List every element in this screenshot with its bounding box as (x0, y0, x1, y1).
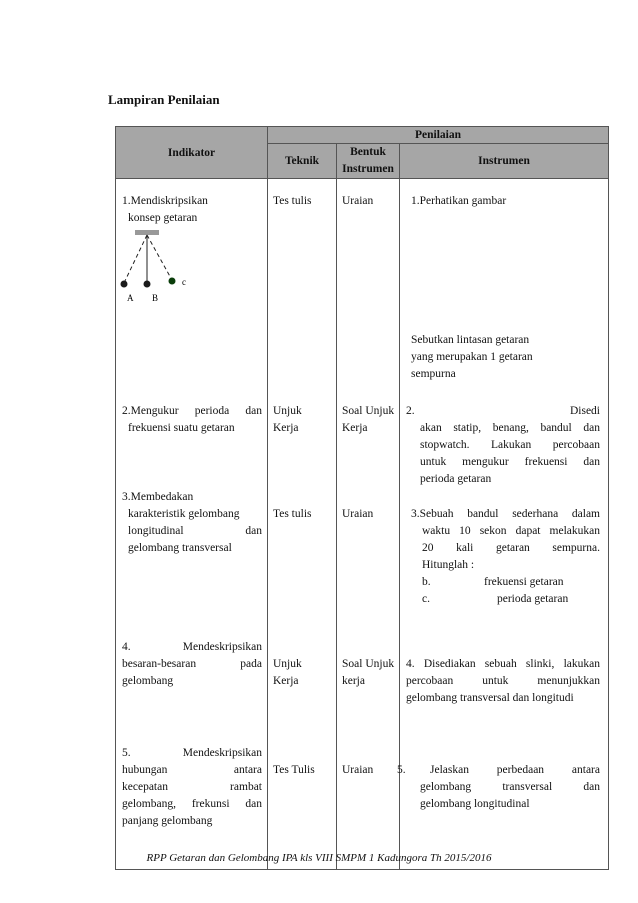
instrumen-column (397, 179, 609, 870)
header-bentuk: Bentuk Instrumen (337, 144, 400, 179)
instrumen-5: 5. Jelaskan perbedaan antara gelombang transversal dan gelombang longitudinal (397, 764, 600, 810)
instrumen-4: 4. Disediakan sebuah slinki, lakukan percobaan untuk menunjukkan gelombang transversal dan longitudi (406, 658, 600, 704)
string-a (124, 235, 147, 283)
bob-b (144, 281, 151, 288)
pendulum-figure (120, 227, 200, 307)
indikator-3: 3.Membedakan karakteristik gelombang longitudinal dan gelombang transversal (122, 491, 262, 554)
bentuk-5: Uraian (342, 764, 374, 776)
bentuk-column (337, 179, 400, 870)
indikator-column (116, 179, 268, 870)
teknik-2: Unjuk Kerja (273, 405, 302, 434)
label-c: c (182, 277, 186, 287)
label-b: B (152, 293, 159, 303)
indikator-2: 2.Mengukur perioda dan frekuensi suatu getaran (122, 405, 262, 434)
string-c (147, 235, 172, 280)
instrumen-2: 2. Disedi akan statip, benang, bandul dan stopwatch. Lakukan percobaan untuk mengukur frekuensi dan perioda getaran (406, 405, 600, 485)
header-teknik: Teknik (268, 144, 337, 179)
bentuk-4: Soal Unjuk kerja (342, 658, 395, 687)
pendulum-support (135, 230, 159, 235)
assessment-table (115, 126, 609, 870)
header-penilaian: Penilaian (268, 127, 609, 144)
header-instrumen: Instrumen (400, 144, 609, 179)
bentuk-2: Soal Unjuk Kerja (342, 405, 395, 434)
page-footer: RPP Getaran dan Gelombang IPA kls VIII SMPM 1 Kadungora Th 2015/2016 (146, 852, 492, 864)
bob-c (169, 278, 176, 285)
bentuk-1: Uraian (342, 195, 374, 207)
indikator-4: 4. Mendeskripsikan besaran-besaran pada gelombang (122, 641, 262, 687)
instrumen-1-question: Sebutkan lintasan getaran yang merupakan 1 getaran sempurna (411, 334, 533, 380)
instrumen-1: 1.Perhatikan gambar (411, 195, 507, 207)
teknik-1: Tes tulis (273, 195, 312, 207)
instrumen-3: 3.Sebuah bandul sederhana dalam waktu 10 sekon dapat melakukan 20 kali getaran sempurna. Hitunglah : b. frekuensi getaran c. perioda getaran (411, 506, 600, 608)
page-heading: Lampiran Penilaian (108, 92, 220, 107)
teknik-5: Tes Tulis (273, 764, 315, 776)
bentuk-3: Uraian (342, 508, 374, 520)
header-indikator: Indikator (116, 127, 268, 179)
subitem-c: c. perioda getaran (422, 593, 569, 605)
subitem-b: b. frekuensi getaran (422, 576, 564, 588)
indikator-1: 1.Mendiskripsikan konsep getaran (122, 195, 208, 224)
teknik-3: Tes tulis (273, 508, 312, 520)
indikator-5: 5. Mendeskripsikan hubungan antara kecepatan rambat gelombang, frekunsi dan panjang gelombang (122, 747, 262, 827)
label-a: A (127, 293, 134, 303)
teknik-4: Unjuk Kerja (273, 658, 302, 687)
bob-a (121, 281, 128, 288)
teknik-column (268, 179, 337, 870)
